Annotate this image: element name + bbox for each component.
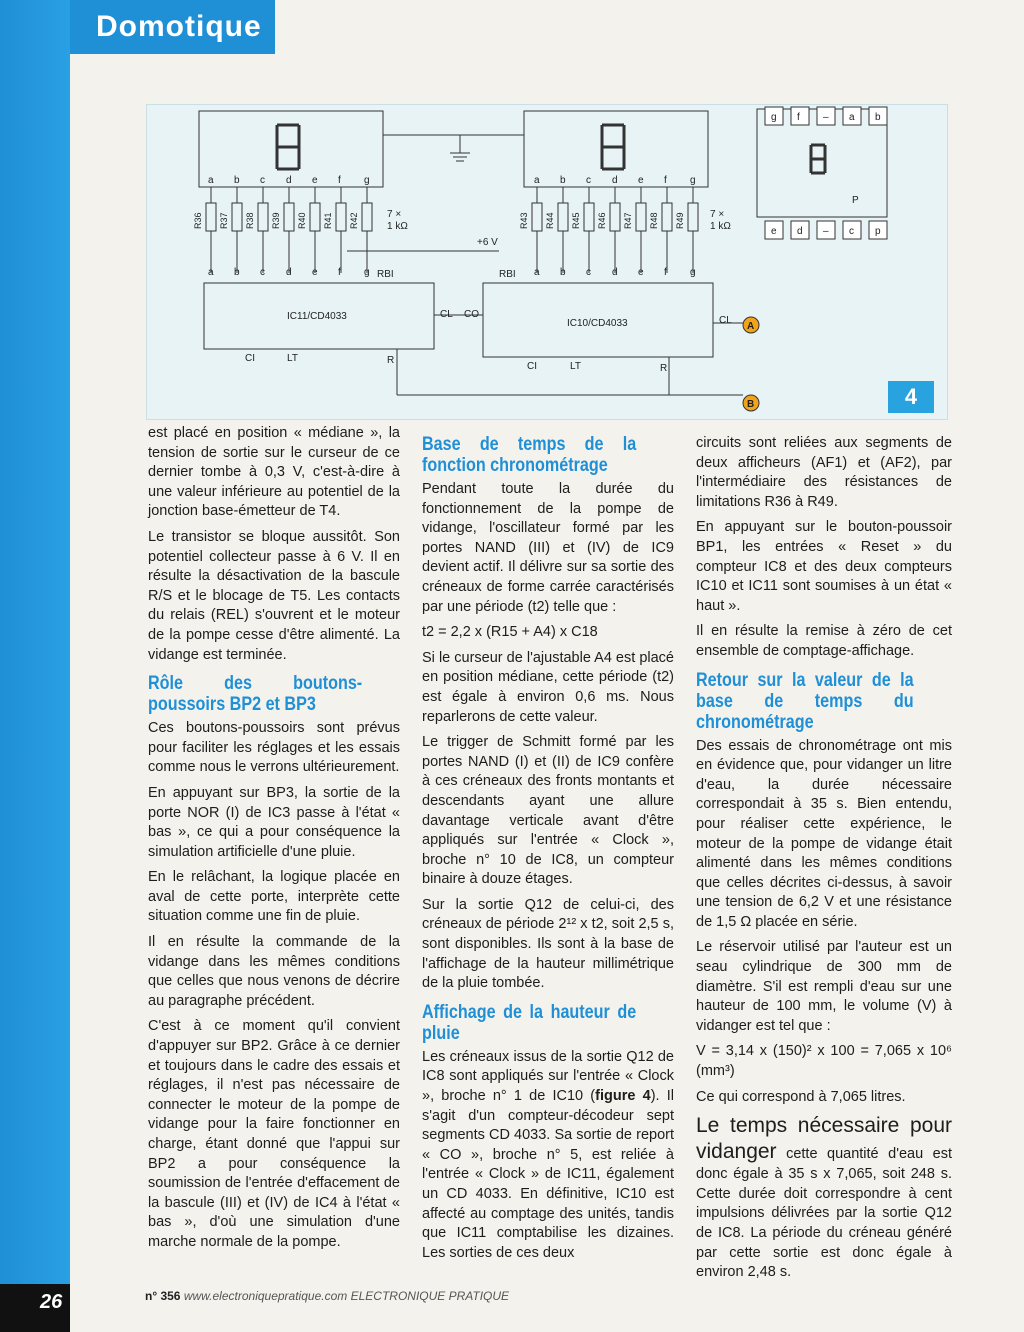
resistor bbox=[597, 187, 620, 273]
res-note-left: 7 × bbox=[387, 209, 402, 220]
pin-segment-label: c bbox=[586, 267, 591, 278]
segment-label: g bbox=[690, 175, 696, 186]
ci-left: CI bbox=[245, 353, 255, 364]
resistor-label: R45 bbox=[571, 212, 581, 229]
resistor-label: R44 bbox=[545, 212, 555, 229]
figure-number: 4 bbox=[888, 381, 934, 413]
pin-segment-label: a bbox=[208, 267, 214, 278]
sidebar-band bbox=[0, 0, 70, 1332]
segment-label: f bbox=[664, 175, 667, 186]
resistor bbox=[623, 187, 646, 273]
paragraph: Si le curseur de l'ajustable A4 est placé en position médiane, cette période (t2) est égale à environ 0,6 ms. Nous reparlerons de cette valeur. bbox=[422, 649, 674, 725]
pin-segment-label: f bbox=[338, 267, 341, 278]
segment-label: c bbox=[260, 175, 265, 186]
paragraph: Le transistor se bloque aussitôt. Son potentiel collecteur passe à 6 V. Il en résulte la désactivation de la bascule R/S et le blocage de T5. Les contacts du relais (REL) s'ouvrent et le moteur de la pompe cesse d'être alimenté. La vidange est terminée. bbox=[148, 528, 400, 663]
paragraph: En le relâchant, la logique placée en aval de cette porte, interprète cette situation comme une fin de pluie. bbox=[148, 869, 400, 925]
segment-label: a bbox=[534, 175, 540, 186]
resistors-tens bbox=[193, 187, 372, 273]
paragraph: Il en résulte la remise à zéro de cet ensemble de comptage-affichage. bbox=[696, 623, 952, 659]
text-span: ). Il s'agit d'un compteur-décodeur sept segments CD 4033. Sa sortie de report « CO », broche n° 5, est reliée à l'entrée « Clock » de IC11, également un CD 4033. En définitive, IC10 est affecté au comptage des unités, tandis que IC11 comptabilise les dizaines. Les sorties de ces deux bbox=[422, 1088, 674, 1261]
point-b: B bbox=[747, 399, 755, 410]
pin-label: – bbox=[823, 226, 829, 237]
resistor-label: R42 bbox=[349, 212, 359, 229]
pin-segment-label: d bbox=[612, 267, 618, 278]
paragraph: Sur la sortie Q12 de celui-ci, des créneaux de période 2¹² x t2, soit 2,5 s, sont disponibles. Ils sont à la base de l'affichage de la hauteur millimétrique de la pluie tombée. bbox=[422, 896, 674, 992]
magazine-name: ELECTRONIQUE PRATIQUE bbox=[350, 1289, 510, 1303]
pin-segment-label: g bbox=[690, 267, 696, 278]
segment-label: d bbox=[286, 175, 292, 186]
pin-label: g bbox=[771, 112, 777, 123]
ic11-label: IC11/CD4033 bbox=[287, 311, 347, 322]
heading: Base de temps de la fonction chronométrage bbox=[422, 434, 637, 476]
resistors-units bbox=[519, 187, 698, 273]
paragraph: Il en résulte la commande de la vidange dans les mêmes conditions que celles que nous venons de décrire au paragraphe précédent. bbox=[148, 934, 400, 1009]
paragraph bbox=[696, 1113, 952, 1283]
column-1 bbox=[148, 424, 400, 1259]
pin-segment-label: g bbox=[364, 267, 370, 278]
pin-segment-label: e bbox=[312, 267, 318, 278]
supply-label: +6 V bbox=[477, 237, 498, 248]
pin-label: e bbox=[771, 226, 777, 237]
pin-label: c bbox=[849, 226, 854, 237]
resistor bbox=[649, 187, 672, 273]
resistor-label: R49 bbox=[675, 212, 685, 229]
resistor-label: R39 bbox=[271, 212, 281, 229]
paragraph: Le trigger de Schmitt formé par les portes NAND (I) et (II) de IC9 confère à ces créneaux des fronts montants et descendants ayant une allure davantage verticale avant d'être appliqués sur l'entrée « Clock », broche n° 10 de IC8, un compteur binaire à douze étages. bbox=[422, 734, 674, 888]
pin-label: f bbox=[797, 112, 800, 123]
resistor bbox=[297, 187, 320, 273]
paragraph: Ces boutons-poussoirs sont prévus pour faciliter les réglages et les essais comme nous le verrons ultérieurement. bbox=[148, 720, 400, 776]
cl-label: CL bbox=[440, 309, 453, 320]
figure-ref: figure 4 bbox=[595, 1088, 651, 1105]
issue-number: n° 356 bbox=[145, 1289, 181, 1303]
paragraph: En appuyant sur le bouton-poussoir BP1, les entrées « Reset » du compteur IC8 et des deux compteurs IC10 et IC11 sont soumises à un état « haut ». bbox=[696, 519, 952, 614]
resistor bbox=[675, 187, 698, 273]
resistor bbox=[571, 187, 594, 273]
pin-segment-label: f bbox=[664, 267, 667, 278]
page-number: 26 bbox=[40, 1291, 63, 1313]
pin-segment-label: d bbox=[286, 267, 292, 278]
resistor-label: R40 bbox=[297, 212, 307, 229]
paragraph: Ce qui correspond à 7,065 litres. bbox=[696, 1088, 906, 1105]
pin-segment-label: e bbox=[638, 267, 644, 278]
resistor bbox=[545, 187, 568, 273]
resistor bbox=[219, 187, 242, 273]
pin-box bbox=[791, 107, 809, 125]
segment-label: c bbox=[586, 175, 591, 186]
resistor bbox=[245, 187, 268, 273]
res-value-left: 1 kΩ bbox=[387, 221, 408, 232]
lt-right: LT bbox=[570, 361, 581, 372]
paragraph: circuits sont reliées aux segments de deux afficheurs (AF1) et (AF2), par l'intermédiaire des résistances de limitations R36 à R49. bbox=[696, 435, 952, 510]
segment-label: g bbox=[364, 175, 370, 186]
pin-segment-label: b bbox=[560, 267, 566, 278]
segment-label: e bbox=[638, 175, 644, 186]
resistor-label: R38 bbox=[245, 212, 255, 229]
segment-label: a bbox=[208, 175, 214, 186]
segment-label: b bbox=[234, 175, 240, 186]
resistor-label: R41 bbox=[323, 212, 333, 229]
text-span: cette quantité d'eau est donc égale à 35 s x 7,065, soit 248 s. Cette durée doit correspondre à cent impulsions délivrées par la sortie Q12 de IC8. La période du créneau généré par cette sortie est donc égale à environ 2,48 s. bbox=[696, 1146, 952, 1281]
dp-label: P bbox=[852, 195, 859, 206]
resistor bbox=[193, 187, 216, 273]
resistor bbox=[271, 187, 294, 273]
resistor bbox=[323, 187, 346, 273]
r-left: R bbox=[387, 355, 395, 366]
resistor bbox=[349, 187, 372, 273]
heading: Rôle des boutons-poussoirs BP2 et BP3 bbox=[148, 673, 363, 716]
pin-label: b bbox=[875, 112, 881, 123]
resistor-label: R43 bbox=[519, 212, 529, 229]
segment-label: e bbox=[312, 175, 318, 186]
co-label: CO bbox=[464, 309, 479, 320]
ci-right: CI bbox=[527, 361, 537, 372]
paragraph: Le réservoir utilisé par l'auteur est un seau cylindrique de 300 mm de diamètre. S'il est rempli d'eau sur une hauteur de 100 mm, le volume (V) à vidanger est tel que : bbox=[696, 939, 952, 1034]
formula: t2 = 2,2 x (R15 + A4) x C18 bbox=[422, 624, 598, 641]
section-title: Domotique bbox=[96, 10, 262, 43]
paragraph bbox=[422, 1048, 674, 1264]
resistor-label: R46 bbox=[597, 212, 607, 229]
formula: V = 3,14 x (150)² x 100 = 7,065 x 10⁶ (mm³) bbox=[696, 1043, 952, 1080]
resistor bbox=[519, 187, 542, 273]
resistor-label: R48 bbox=[649, 212, 659, 229]
pin-label: a bbox=[849, 112, 855, 123]
paragraph: En appuyant sur BP3, la sortie de la porte NOR (I) de IC3 passe à l'état « bas », ce qui a pour conséquence la simulation artificielle d'une pluie. bbox=[148, 784, 400, 860]
schematic-figure bbox=[146, 104, 948, 420]
segment-label: b bbox=[560, 175, 566, 186]
r-right: R bbox=[660, 363, 668, 374]
heading: Affichage de la hauteur de pluie bbox=[422, 1001, 637, 1044]
point-a: A bbox=[747, 321, 755, 332]
paragraph: est placé en position « médiane », la tension de sortie sur le curseur de ce dernier tombe à 0,3 V, c'est-à-dire à une valeur inférieure au potentiel de la jonction base-émetteur de T4. bbox=[148, 425, 400, 520]
pin-label: p bbox=[875, 226, 881, 237]
column-2 bbox=[422, 426, 674, 1269]
res-note-right: 7 × bbox=[710, 209, 725, 220]
pin-label: d bbox=[797, 226, 803, 237]
res-value-right: 1 kΩ bbox=[710, 221, 731, 232]
pin-segment-label: a bbox=[534, 267, 540, 278]
heading: Retour sur la valeur de la base de temps du chronométrage bbox=[696, 669, 914, 733]
rbi-right: RBI bbox=[499, 269, 516, 280]
column-3 bbox=[696, 434, 952, 1289]
pin-segment-label: c bbox=[260, 267, 265, 278]
segment-label: f bbox=[338, 175, 341, 186]
text-span: Les créneaux issus de la sortie Q12 de IC8 sont appliqués sur l'entrée « Clock », broche n° 1 de IC10 ( bbox=[422, 1048, 674, 1105]
footer bbox=[145, 1289, 509, 1303]
lt-left: LT bbox=[287, 353, 298, 364]
resistor-label: R36 bbox=[193, 212, 203, 229]
paragraph: Des essais de chronométrage ont mis en évidence que, pour vidanger un litre d'eau, la durée nécessaire correspondait à 35 s. Bien entendu, pour réaliser cette expérience, le moteur de la pompe de vidange était alimenté dans les mêmes conditions que celles décrites ci-dessus, à savoir une tension de 6,2 V et une résistance de 1,5 Ω placée en série. bbox=[696, 737, 952, 930]
resistor-label: R47 bbox=[623, 212, 633, 229]
lead-in: Le temps nécessaire pour vidanger bbox=[696, 1114, 952, 1164]
footer-url: www.electroniquepratique.com bbox=[183, 1289, 348, 1303]
pin-label: – bbox=[823, 112, 829, 123]
segment-label: d bbox=[612, 175, 618, 186]
pin-segment-label: b bbox=[234, 267, 240, 278]
cl-label-2: CL bbox=[719, 315, 732, 326]
paragraph: C'est à ce moment qu'il convient d'appuyer sur BP2. Grâce à ce dernier et toujours dans le cadre des essais et réglages, il n'est pas nécessaire de connecter le moteur de la pompe de vidange pour la faire fonctionner en charge, étant donné que l'appui sur BP2 a pour conséquence la soumission de l'entrée d'effacement de la bascule (III) et (IV) de IC4 à l'état « bas », d'où une simulation d'une marche normale de la pompe. bbox=[148, 1018, 400, 1250]
rbi-left: RBI bbox=[377, 269, 394, 280]
resistor-label: R37 bbox=[219, 212, 229, 229]
paragraph: Pendant toute la durée du fonctionnement de la pompe de vidange, l'oscillateur formé par les portes NAND (III) et (IV) de IC9 devient actif. Il délivre sur sa sortie des créneaux de forme carrée caractérisés par une période (t2) telle que : bbox=[422, 481, 674, 615]
ic10-label: IC10/CD4033 bbox=[567, 318, 628, 329]
